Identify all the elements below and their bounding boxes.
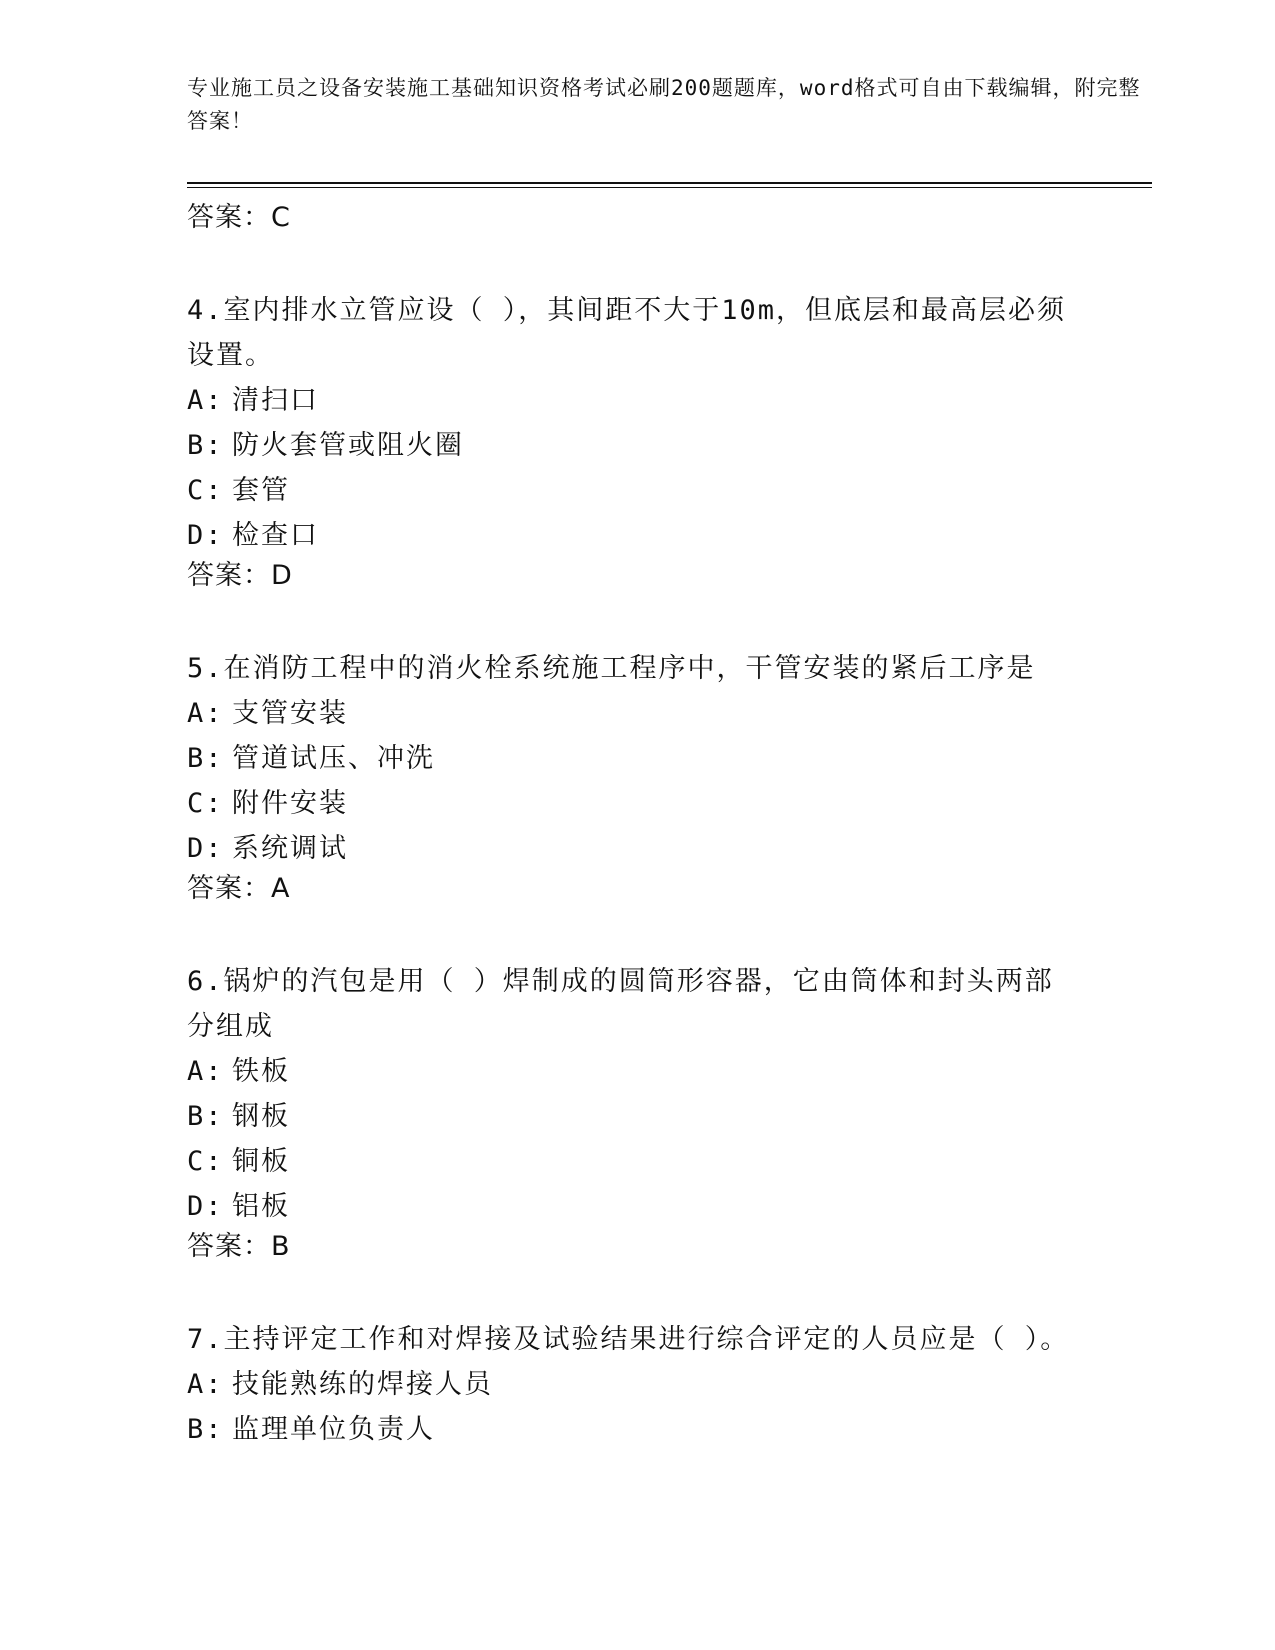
spacer (187, 236, 1152, 288)
answer: 答案：D (187, 560, 293, 591)
option-c (187, 781, 1152, 826)
option-d (187, 826, 1152, 871)
spacer (187, 1265, 1152, 1317)
option-letter: A: (187, 1056, 224, 1087)
option-text: 防火套管或阻火圈 (232, 430, 464, 461)
option-text: 套管 (232, 475, 290, 506)
option-b (187, 423, 1152, 468)
question-text: 4.室内排水立管应设（ ），其间距不大于10m，但底层和最高层必须设置。 (187, 295, 1067, 371)
question-7 (187, 1317, 1152, 1452)
spacer (187, 907, 1152, 959)
option-d (187, 513, 1152, 558)
option-letter: B: (187, 430, 224, 461)
option-text: 技能熟练的焊接人员 (232, 1369, 493, 1400)
header-divider-thick (187, 182, 1152, 184)
option-letter: A: (187, 698, 224, 729)
question-text: 6.锅炉的汽包是用（ ）焊制成的圆筒形容器，它由筒体和封头两部分组成 (187, 966, 1054, 1042)
option-letter: D: (187, 1191, 224, 1222)
question-text: 5.在消防工程中的消火栓系统施工程序中，干管安装的紧后工序是 (187, 653, 1036, 684)
question-4 (187, 288, 1152, 594)
document-page (187, 72, 1152, 1452)
option-text: 铁板 (232, 1056, 290, 1087)
option-letter: B: (187, 1101, 224, 1132)
option-letter: A: (187, 1369, 224, 1400)
option-text: 清扫口 (232, 385, 319, 416)
option-text: 铝板 (232, 1191, 290, 1222)
option-text: 支管安装 (232, 698, 348, 729)
option-c (187, 468, 1152, 513)
option-letter: C: (187, 1146, 224, 1177)
option-text: 铜板 (232, 1146, 290, 1177)
option-d (187, 1184, 1152, 1229)
option-text: 附件安装 (232, 788, 348, 819)
option-text: 检查口 (232, 520, 319, 551)
option-letter: B: (187, 743, 224, 774)
option-letter: B: (187, 1414, 224, 1445)
question-5 (187, 646, 1152, 907)
option-b (187, 736, 1152, 781)
answer-previous: 答案：C (187, 202, 291, 233)
option-letter: D: (187, 833, 224, 864)
option-a (187, 1049, 1152, 1094)
option-text: 监理单位负责人 (232, 1414, 435, 1445)
option-letter: C: (187, 788, 224, 819)
option-a (187, 1362, 1152, 1407)
option-letter: C: (187, 475, 224, 506)
option-letter: D: (187, 520, 224, 551)
answer: 答案：B (187, 1231, 291, 1262)
option-a (187, 378, 1152, 423)
spacer (187, 594, 1152, 646)
document-header: 专业施工员之设备安装施工基础知识资格考试必刷200题题库，word格式可自由下载编辑，附完整答案！ (187, 76, 1141, 133)
option-b (187, 1094, 1152, 1139)
option-c (187, 1139, 1152, 1184)
option-text: 钢板 (232, 1101, 290, 1132)
option-text: 管道试压、冲洗 (232, 743, 435, 774)
answer: 答案：A (187, 873, 291, 904)
option-a (187, 691, 1152, 736)
question-6 (187, 959, 1152, 1265)
question-text: 7.主持评定工作和对焊接及试验结果进行综合评定的人员应是（ ）。 (187, 1324, 1070, 1355)
option-letter: A: (187, 385, 224, 416)
option-b (187, 1407, 1152, 1452)
header-divider-thin (187, 187, 1152, 188)
option-text: 系统调试 (232, 833, 348, 864)
